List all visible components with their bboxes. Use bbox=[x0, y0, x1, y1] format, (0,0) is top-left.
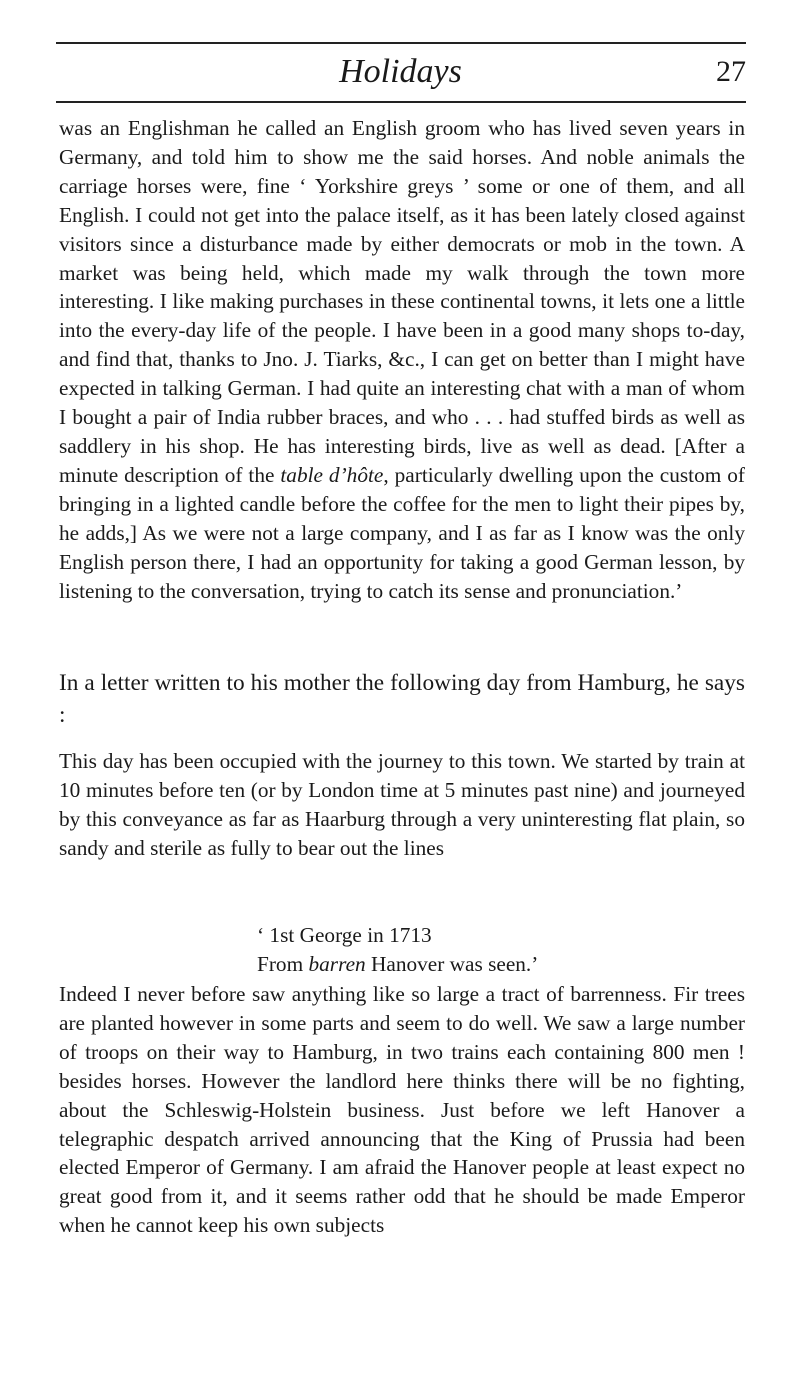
editorial-intro: In a letter written to his mother the following day from Hamburg, he says : bbox=[59, 670, 745, 728]
verse-line-1: ‘ 1st George in 1713 bbox=[257, 923, 432, 947]
verse-line-2 bbox=[257, 950, 538, 979]
paragraph-1 bbox=[59, 114, 745, 605]
page-number: 27 bbox=[716, 55, 746, 88]
paragraph-3 bbox=[59, 980, 745, 1240]
paragraph-2-text: This day has been occupied with the journey to this town. We started by train at 10 minutes before ten (or by London time at 5 minutes past nine) and journeyed by this conveyance as far as Haarburg through a very uninteresting flat plain, so sandy and sterile as fully to bear out the lines bbox=[59, 749, 745, 860]
quoted-verse bbox=[257, 921, 538, 979]
paragraph-2 bbox=[59, 747, 745, 863]
header-rule-bottom bbox=[56, 101, 746, 103]
verse-line-2-italic: barren bbox=[308, 951, 366, 976]
verse-line-2-a: From bbox=[257, 951, 309, 976]
paragraph-1-text-b: , particularly dwelling upon the custom of bringing in a lighted candle before the coffee for the men to light their pipes by, he adds,] As we were not a large company, and I as far as I know was the only English person there, I had an opportunity for taking a good German lesson, by listening to the conversation, trying to catch its sense and pronunciation.’ bbox=[59, 462, 745, 603]
paragraph-3-text: Indeed I never before saw anything like so large a tract of barrenness. Fir trees are planted however in some parts and seem to do well. We saw a large number of troops on their way to Hamburg, in two trains each containing 800 men ! besides horses. However the landlord here thinks there will be no fighting, about the Schleswig-Holstein business. Just before we left Hanover a telegraphic despatch arrived announcing that the King of Prussia had been elected Emperor of Germany. I am afraid the Hanover people at least expect no great good from it, and it seems rather odd that he should be made Emperor when he cannot keep his own subjects bbox=[59, 982, 745, 1238]
paragraph-1-text-a: was an Englishman he called an English groom who has lived seven years in Germany, and told him to show me the said horses. And noble animals the carriage horses were, fine ‘ Yorkshire greys ’ some or one of them, and all English. I could not get into the palace itself, as it has been lately closed against visitors since a disturbance made by either democrats or mob in the town. A market was being held, which made my walk through the town more interesting. I like making purchases in these continental towns, it lets one a little into the every-day life of the people. I have been in a good many shops to-day, and find that, thanks to Jno. J. Tiarks, &c., I can get on better than I might have expected in talking German. I had quite an interesting chat with a man of whom I bought a pair of India rubber braces, and who . . . had stuffed birds as well as saddlery in his shop. He has interesting birds, live as well as dead. [After a minute description of the bbox=[59, 116, 745, 487]
paragraph-1-italic: table d’hôte bbox=[280, 462, 384, 487]
running-head: Holidays bbox=[339, 53, 462, 90]
header-rule-top bbox=[56, 42, 746, 44]
verse-line-2-b: Hanover was seen.’ bbox=[365, 951, 539, 976]
